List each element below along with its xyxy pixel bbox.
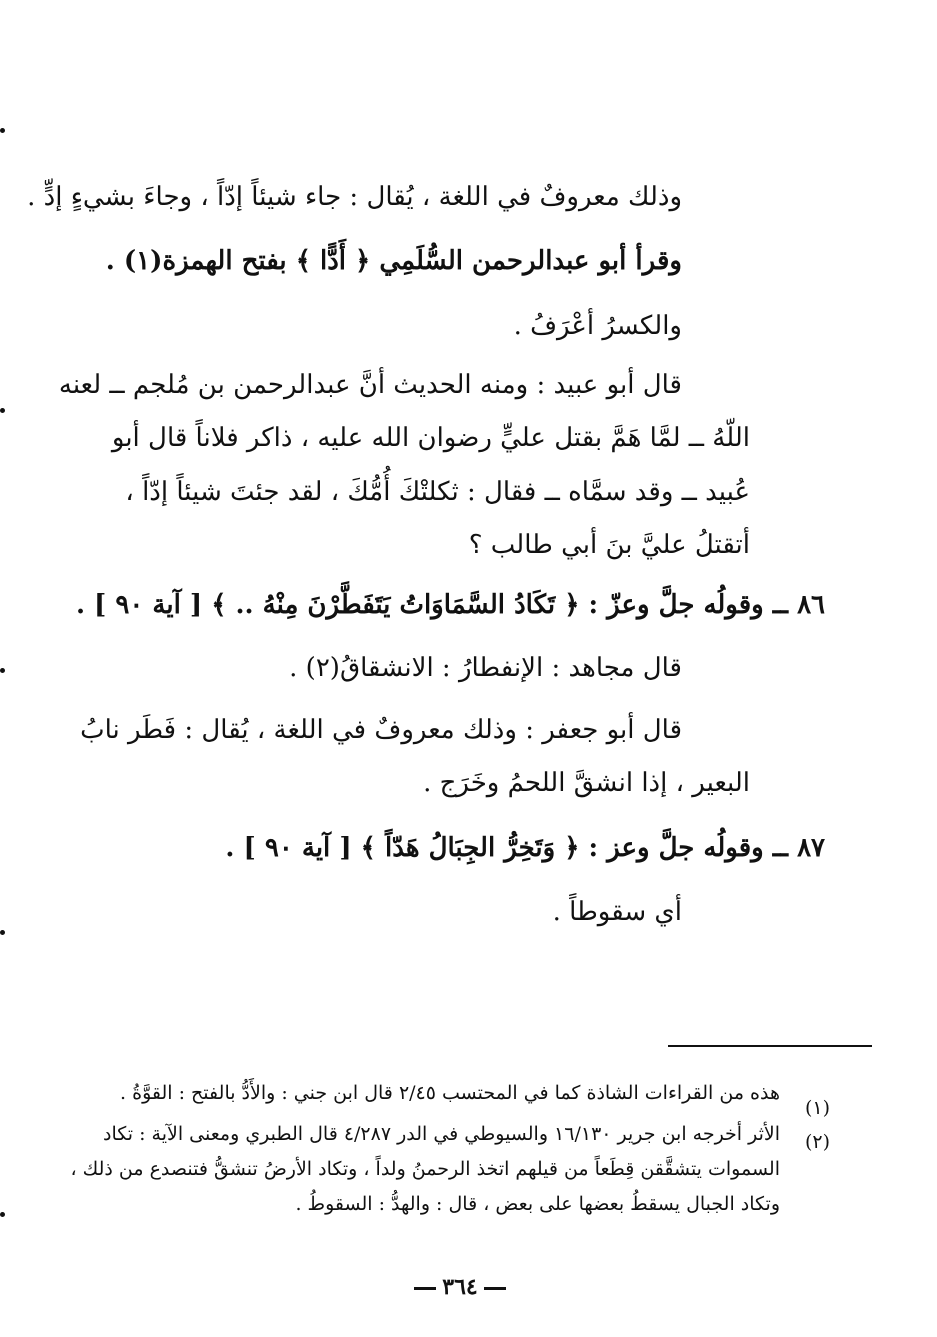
page-number-value: ٣٦٤	[442, 1274, 478, 1300]
dash-mark	[484, 1287, 506, 1290]
body-line: وقرأ أبو عبدالرحمن السُّلَمِي ﴿ أَدًّا ﴾ بفتح الهمزة(١) .	[105, 246, 682, 276]
body-line: أي سقوطاً .	[552, 897, 682, 927]
body-line: عُبيد ــ وقد سمَّاه ــ فقال : ثكلتْكَ أُمُّكَ ، لقد جئتَ شيئاً إدّاً ،	[125, 477, 750, 507]
footnote-number: (١)	[805, 1097, 831, 1119]
footnote-rule	[668, 1045, 872, 1047]
footnote-text: الأثر أخرجه ابن جرير ١٦/١٣٠ والسيوطي في الدر ٤/٢٨٧ قال الطبري ومعنى الآية : تكاد	[103, 1123, 780, 1145]
footnote-text: هذه من القراءات الشاذة كما في المحتسب ٢/٤٥ قال ابن جني : والأَدُّ بالفتح : القوَّةُ .	[120, 1082, 780, 1104]
body-line: والكسرُ أعْرَفُ .	[513, 311, 682, 341]
body-line: قال أبو عبيد : ومنه الحديث أنَّ عبدالرحمن بن مُلجم ــ لعنه	[58, 370, 682, 400]
verse-heading: ٨٧ ــ وقولُه جلَّ وعز : ﴿ وَتَخِرُّ الجِبَالُ هَدّاً ﴾ [ آية ٩٠ ] .	[225, 833, 825, 863]
body-line: قال مجاهد : الإنفطارُ : الانشقاقُ(٢) .	[289, 653, 682, 683]
margin-mark	[0, 668, 5, 673]
footnote-text: وتكاد الجبال يسقطُ بعضها على بعض ، قال : والهدُّ : السقوطُ .	[295, 1193, 780, 1215]
body-line: أتقتلُ عليَّ بنَ أبي طالب ؟	[468, 530, 750, 560]
body-line: وذلك معروفٌ في اللغة ، يُقال : جاء شيئاً إدّاً ، وجاءَ بشيءٍ إدٍّ .	[27, 182, 682, 212]
body-line: قال أبو جعفر : وذلك معروفٌ في اللغة ، يُقال : فَطَر نابُ	[80, 715, 682, 745]
body-line: البعير ، إذا انشقَّ اللحمُ وخَرَج .	[423, 768, 750, 798]
margin-mark	[0, 128, 5, 133]
verse-heading: ٨٦ ــ وقولُه جلَّ وعزّ : ﴿ تَكَادُ السَّمَاوَاتُ يَتَفَطَّرْنَ مِنْهُ .. ﴾ [ آية ٩٠ ] .	[75, 590, 825, 620]
margin-mark	[0, 1212, 5, 1217]
footnote-number: (٢)	[805, 1131, 831, 1153]
margin-mark	[0, 408, 5, 413]
footnote-text: السموات يتشقَّقن قِطَعاً من قيلهم اتخذ الرحمنُ ولداً ، وتكاد الأرضُ تنشقُّ فتنصدع من ذلك ،	[70, 1158, 780, 1180]
page-number	[390, 1274, 530, 1300]
body-line: اللّهُ ــ لمَّا هَمَّ بقتل عليٍّ رضوان الله عليه ، ذاكر فلاناً قال أبو	[111, 423, 750, 453]
dash-mark	[414, 1287, 436, 1290]
margin-mark	[0, 930, 5, 935]
